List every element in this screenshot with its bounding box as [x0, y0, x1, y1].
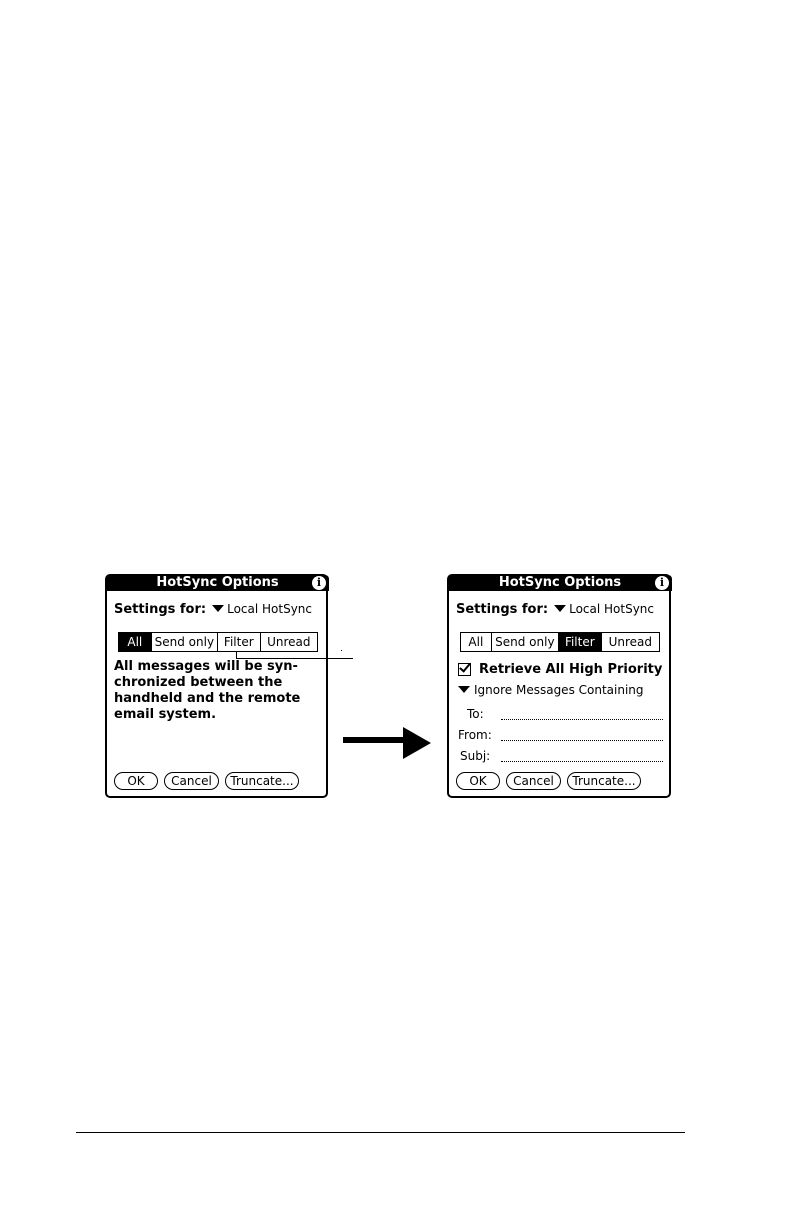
- truncate-button[interactable]: Truncate...: [567, 772, 641, 790]
- info-icon[interactable]: i: [655, 576, 669, 590]
- tab-send-only[interactable]: Send only: [492, 633, 559, 651]
- truncate-button[interactable]: Truncate...: [225, 772, 299, 790]
- ignore-messages-label[interactable]: Ignore Messages Containing: [474, 683, 644, 697]
- tab-filter[interactable]: Filter: [218, 633, 261, 651]
- right-title-bar: [448, 575, 672, 591]
- dropdown-triangle-icon[interactable]: [212, 605, 224, 612]
- settings-value[interactable]: Local HotSync: [227, 602, 313, 616]
- callout-line-horizontal: [236, 652, 353, 659]
- right-button-row: [456, 772, 647, 790]
- ok-button[interactable]: OK: [114, 772, 158, 790]
- settings-label: Settings for:: [114, 602, 207, 617]
- cancel-button[interactable]: Cancel: [506, 772, 561, 790]
- arrow-right-icon: [343, 727, 431, 759]
- from-label: From:: [458, 728, 492, 742]
- left-filter-tabs: [118, 632, 318, 652]
- left-button-row: [114, 772, 305, 790]
- tab-all[interactable]: All: [461, 633, 492, 651]
- left-settings-row: [114, 602, 312, 617]
- from-field[interactable]: [501, 740, 663, 741]
- footer-rule: [76, 1132, 685, 1133]
- subj-field[interactable]: [501, 761, 663, 762]
- left-screen: [105, 574, 328, 798]
- dropdown-triangle-icon[interactable]: [458, 686, 470, 693]
- left-title-bar: [106, 575, 329, 591]
- info-icon[interactable]: i: [312, 576, 326, 590]
- left-title: HotSync Options: [156, 575, 279, 590]
- cancel-button[interactable]: Cancel: [164, 772, 219, 790]
- dropdown-triangle-icon[interactable]: [554, 605, 566, 612]
- to-field[interactable]: [501, 719, 663, 720]
- right-screen: [447, 574, 671, 798]
- left-description: All messages will be syn- chronized between the handheld and the remote email system.: [114, 659, 301, 722]
- tab-filter[interactable]: Filter: [559, 633, 602, 651]
- subj-label: Subj:: [460, 749, 491, 763]
- arrow-head: [403, 727, 431, 759]
- retrieve-high-priority-label: Retrieve All High Priority: [479, 662, 663, 677]
- settings-value[interactable]: Local HotSync: [569, 602, 655, 616]
- right-settings-row: [456, 602, 654, 617]
- ignore-messages-row[interactable]: [458, 683, 644, 697]
- arrow-shaft: [343, 737, 405, 743]
- tab-send-only[interactable]: Send only: [152, 633, 218, 651]
- checkbox-checked-icon[interactable]: [458, 663, 471, 676]
- right-title: HotSync Options: [498, 575, 622, 590]
- tab-all[interactable]: All: [119, 633, 152, 651]
- tab-unread[interactable]: Unread: [261, 633, 317, 651]
- to-label: To:: [467, 707, 484, 721]
- tab-unread[interactable]: Unread: [602, 633, 659, 651]
- ok-button[interactable]: OK: [456, 772, 500, 790]
- right-filter-tabs: [460, 632, 660, 652]
- settings-label: Settings for:: [456, 602, 549, 617]
- retrieve-high-priority-row[interactable]: [458, 662, 662, 677]
- callout-line: [341, 650, 342, 651]
